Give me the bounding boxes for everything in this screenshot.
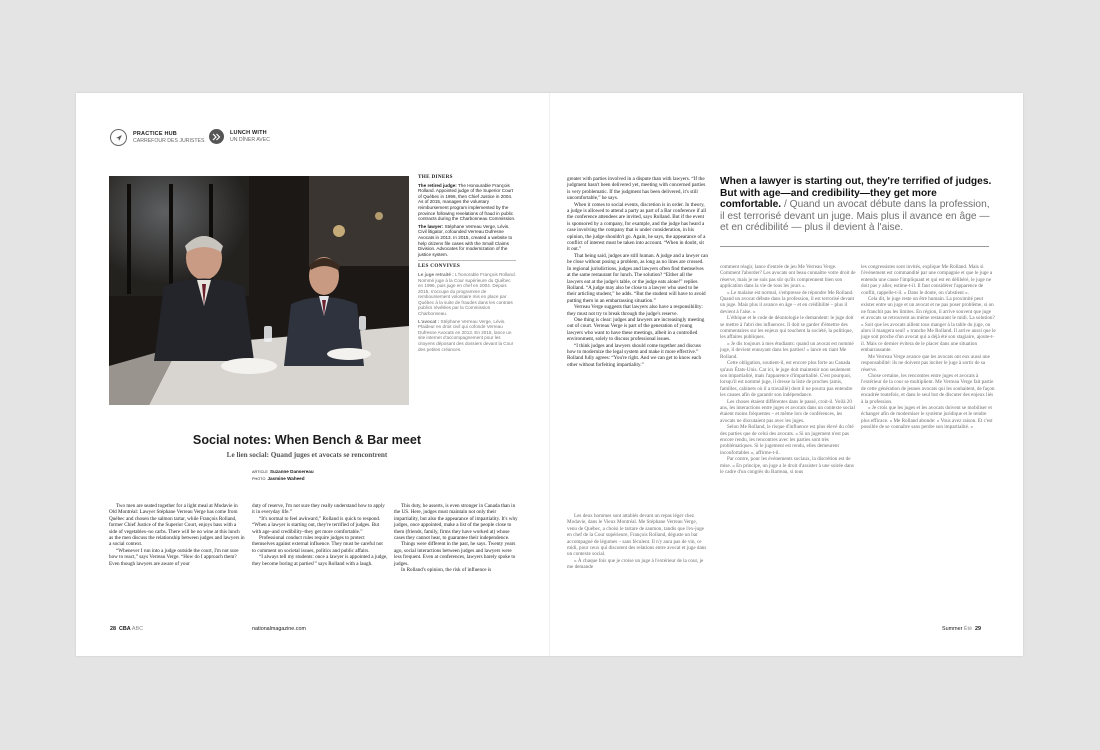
paragraph: Professional conduct rules require judges to protect themselves against external influence. They must be careful not to comment on societal issues, politics and public affairs. — [252, 535, 383, 554]
paragraph: “Whenever I run into a judge outside the court, I'm not sure how to react,” says Verreau Verge. “How do I approach them? Even though lawyers are aware of your — [109, 547, 239, 567]
forward-chevrons-icon — [209, 129, 224, 144]
paragraph: That being said, judges are still human. A judge and a lawyer can be close without posing a problem, as long as no lines are crossed. In regional jurisdictions, judges and lawyers often find themselves at the same restaurant for lunch. The solution? “Either all the lawyers eat at the judge's table, or the judge eats alone!” replies Rolland. “A judge may also be close to a lawyer who used to be their articling student,” he adds. “But the student will have to avoid putting them in an embarrassing situation.” — [567, 252, 708, 304]
paragraph: One thing is clear: judges and lawyers are increasingly meeting out of court. Verreau Verge is part of the generation of young lawyers who want to have these meetings, albeit in a controlled environment, solely to discuss professional issues. — [567, 316, 705, 343]
article-column-5 — [720, 264, 856, 475]
pull-quote — [720, 176, 994, 234]
avocat-bio — [418, 319, 516, 353]
paragraph: « Je crois que les juges et les avocats doivent se mobiliser et échanger afin de moderniser le système juridique et le rendre plus efficace. » Me Rolland abonde: « Vous avez raison. Et c'est possible de se connaître sans perdre son impartialité. » — [861, 404, 993, 431]
magazine-url: nationalmagazine.com — [252, 626, 306, 632]
paragraph: L'éthique et le code de déontologie le demandent: le juge doit se mettre à l'abri des influences. Il doit se garder d'émettre des commentaires sur les enjeux qui touchent la société, la politique, les affaires publiques. — [720, 315, 854, 341]
avocat-label: L'avocat : — [418, 318, 440, 324]
juge-bio — [418, 272, 516, 317]
paragraph: When it comes to social events, discretion is in order. In theory, a judge is allowed to attend a party as part of a Bar conference if all the conference attendees are invited, says Rolland. But if the event is sponsored by a company, for example, and the judge has heard a case involving the company that is under consideration, in his opinion, the judge shouldn't go. Again, he says, the appearance of a conflict of interest must be taken into account. “When in doubt, sit it out.” — [567, 201, 707, 253]
juge-label: Le juge retraité : — [418, 271, 454, 277]
photographer-name: Jasmine Waheed — [267, 476, 305, 481]
paragraph: « Le malaise est normal, s'empresse de répondre Me Rolland. Quand un avocat débute dans la profession, il est terrorisé devant un juge. Mais plus il avance en âge – et en crédibilité – plus il devient à l'aise. » — [720, 289, 855, 315]
paragraph: greater with parties involved in a dispute than with lawyers. “If the judgment hasn't been delivered yet, meeting with concerned parties is very problematic. If the judgment has been delivered, it's still uncomfortable,” he says. — [567, 176, 706, 202]
paragraph: duty of reserve, I'm not sure they really understand how to apply it in everyday life.” — [252, 503, 385, 516]
avocat-text: Stéphane Verreau Verge, Lévis. Plaideur en droit civil qui cofonde Verreau Dufresne Avocats en 2013. En 2015, lance un site internet d'accompagnement pour les citoyens déposant des dossiers devant la Cour des petites créances. — [418, 318, 514, 352]
paragraph: “It's normal to feel awkward,” Rolland is quick to respond. “When a lawyer is starting out, they're terrified of judges. But with age–and credibility–they get more comfortable.” — [252, 515, 381, 535]
paragraph: Par contre, pour les événements sociaux, la discrétion est de mise. « En principe, un juge a le droit d'assister à une soirée dans le cadre d'un congrès du Barreau, si tous — [720, 456, 854, 475]
article-title: Social notes: When Bench & Bar meet — [192, 433, 422, 447]
practice-hub-section — [110, 129, 204, 146]
paragraph: Verreau Verge suggests that lawyers also have a responsibility: they must not try to break through the judge's reserve. — [567, 304, 703, 317]
paragraph: “I always tell my students: once a lawyer is appointed a judge, they become boring at parties!” says Rolland with a laugh. — [252, 554, 388, 567]
magazine-spread — [76, 93, 1023, 656]
paragraph: Cette obligation, soutient-il, est encore plus forte au Canada qu'aux États-Unis. Car ici, le juge doit maintenir non seulement son impartialité, mais l'apparence d'impartialité. C'est pourquoi, lorsqu'il est nommé juge, il dresse la liste de proches (amis, familles, cabinets où il a travaillé) dont il ne pourra pas entendre les causes afin de garantir son indépendance. — [720, 360, 853, 399]
author-credit — [252, 469, 372, 474]
sidebar-divider — [418, 260, 516, 261]
article-column-4-french — [567, 513, 708, 571]
paragraph: Cela dit, le juge reste un être humain. La proximité peut exister entre un juge et un avocat et ne pas poser problème, si on ne franchit pas les limites. En région, il arrive souvent que juge et avocats se retrouvent au même restaurant le midi. La solution? « Soit que les avocats aillent tous manger à la table du juge, ou alors il mangera seul! » tranche Me Rolland. Il arrive aussi que le juge soit proche d'un avocat qui a déjà été son stagiaire, ajoute-t-il. Mais ce dernier évitera de le placer dans une situation embarrassante. — [861, 296, 996, 354]
lawyer-bio — [418, 224, 516, 258]
convives-heading: LES CONVIVES — [418, 263, 461, 270]
pull-quote-separator: / — [781, 199, 790, 210]
article-column-2 — [252, 503, 388, 567]
juge-text: L'honorable François Rolland. Nommé juge à la Cour supérieure du Québec en 1996, puis juge en chef en 2004. Depuis 2015, s'occupe du programme de remboursement volontaire mis en place par Québec à la suite de fraudes dans les contrats publics révélées par la Commission Charbonneau. — [418, 271, 516, 317]
page-gutter — [549, 93, 550, 656]
left-page-number: 28 — [110, 626, 116, 632]
paragraph: Les choses étaient différentes dans le passé, croit-il. Voilà 20 ans, les interactions entre juges et avocats dans un contexte social étaient moins fréquentes – et même lors de conférences, les avocats ne discutaient pas avec les juges. — [720, 398, 855, 424]
issue-season-fr: Été — [963, 626, 972, 632]
lunch-with-label: LUNCH WITH — [230, 129, 267, 136]
paragraph: comment réagir, lance d'entrée de jeu Me Verreau Verge. Comment l'aborder? Les avocats ont beau connaître votre droit de réserve, mais je ne suis pas sûr qu'ils comprennent bien son application dans la vie de tous les jours ». — [720, 264, 856, 290]
left-brand: CBA — [119, 626, 131, 632]
paragraph: Two men are seated together for a light meal at Modavie in Old Montréal: Lawyer Stéphane Verreau Verge has come from Québec and chosen the salmon tartar, while François Rolland, former Chief Justice of the Superior Court, enjoys bass with a side of vegetables–no carbs. There will be no wine at this lunch as the men discuss the relationship between judges and lawyers in a social context. — [109, 503, 245, 548]
paragraph: « À chaque fois que je croise un juge à l'extérieur de la cour, je me demande — [567, 557, 704, 571]
lawyer-text: Stéphane Verreau Verge, Lévis. Civil litigator, cofounded Verreau Dufresne Avocats in 2013. In 2015, created a website to help citizens file cases with the Small Claims Division. Advocates for modernization of the justice system. — [418, 223, 513, 257]
article-column-3 — [394, 503, 518, 573]
photo-credit — [252, 476, 372, 481]
practice-hub-label-fr: CARREFOUR DES JURISTES — [133, 137, 205, 144]
paragraph: “I think judges and lawyers should come together and discuss how to modernize the legal system and make it more effective.” Rolland fully agrees: “You're right. And we can get to know each other without forfeiting impartiality.” — [567, 342, 702, 368]
pull-quote-rule — [720, 246, 989, 247]
diners-heading: THE DINERS — [418, 174, 453, 180]
restaurant-photo — [109, 176, 409, 405]
issue-season: Summer — [942, 626, 963, 632]
paragraph: Chose certaine, les rencontres entre juges et avocats à l'extérieur de la cour se multiplient. Me Verreau Verge fait partie de cette génération de jeunes avocats qui les souhaitent, de façon encadrée toutefois, et dans le seul but de discuter des enjeux liés à la profession. — [861, 372, 995, 405]
photo-credit-label: PHOTO — [252, 477, 266, 481]
left-brand-fr: ABC — [131, 626, 143, 632]
judge-label: The retired judge: — [418, 182, 457, 188]
paragraph: This duty, he asserts, is even stronger in Canada than in the US. Here, judges must maintain not only their impartiality, but also the appearance of impartiality. It's why judges, once appointed, make a list of the people close to them (friends, family, firms they have worked at) whose cases they cannot hear, to guarantee their independence. — [394, 503, 518, 542]
paragraph: Things were different in the past, he says. Twenty years ago, social interactions between judges and lawyers were less frequent. Even at conferences, lawyers barely spoke to judges. — [394, 541, 516, 567]
left-page-footer — [110, 626, 143, 632]
paragraph: Me Verreau Verge avance que les avocats ont eux aussi une responsabilité: ils ne doivent pas inciter le juge à sortir de sa réserve. — [861, 353, 990, 373]
practice-hub-label: PRACTICE HUB — [133, 130, 177, 137]
article-column-4 — [567, 176, 708, 368]
paragraph: les congressistes sont invités, explique Me Rolland. Mais si l'événement est commandité par une compagnie et que le juge a entendu une cause l'impliquant et qui est en délibéré, le juge ne doit pas y aller, estime-t-il. Il faut considérer l'apparence de conflit, rappelle-t-il. « Dans le doute, on s'abstient ». — [861, 264, 993, 296]
paragraph: « Je dis toujours à mes étudiants: quand un avocat est nommé juge, il devient ennuyant dans les parties! » lance en riant Me Rolland. — [720, 340, 854, 360]
paragraph: In Rolland's opinion, the risk of influence is — [401, 567, 492, 574]
pull-quote-english: When a lawyer is starting out, they're terrified of judges. But with age—and credibility—they get more comfortable. — [720, 176, 992, 210]
compass-arrow-icon — [110, 129, 127, 146]
judge-text: The Honourable François Rolland. Appointed judge of the Superior Court of Québec in 1996, then Chief Justice in 2004. As of 2015, manages the voluntary reimbursement program implemented by the province following revelations of fraud in public contracts during the Charbonneau Commission. — [418, 182, 516, 222]
diners-sidebar — [418, 175, 516, 354]
article-subtitle: Le lien social: Quand juges et avocats se rencontrent — [226, 451, 388, 459]
right-page-number: 29 — [974, 626, 981, 632]
pull-quote-french: Quand un avocat débute dans la profession, il est terrorisé devant un juge. Mais plus il avance en âge — et en crédibilité — plus il devient à l'aise. — [720, 199, 990, 233]
article-column-6 — [861, 264, 996, 431]
paragraph: Selon Me Rolland, le risque d'influence est plus élevé du côté des parties que de celui des avocats. « Si un jugement n'est pas encore rendu, les rencontres avec les parties sont très problématiques. Si le jugement est rendu, elles demeurent inconfortables », affirme-t-il. — [720, 424, 854, 456]
lawyer-label: The lawyer: — [418, 223, 444, 229]
author-name: Suzanne Dansereau — [269, 469, 314, 474]
judge-bio — [418, 183, 516, 222]
article-column-1 — [109, 503, 245, 567]
lunch-with-label-fr: UN DÎNER AVEC — [230, 136, 270, 143]
lunch-with-section — [209, 129, 270, 144]
paragraph: Les deux hommes sont attablés devant un repas léger chez Modavie, dans le Vieux Montréal. Me Stéphane Verreau Verge, venu de Québec, a choisi le tartare de saumon, tandis que l'ex-juge en chef de la Cour supérieure, François Rolland, déguste un bar accompagné de légumes – sans féculent. Il n'y aura pas de vin, ce midi, pour ceux qui discutent des relations entre avocat et juge dans un contexte social. — [567, 513, 707, 558]
article-credit-label: ARTICLE — [252, 470, 268, 474]
right-page-footer — [942, 626, 981, 632]
